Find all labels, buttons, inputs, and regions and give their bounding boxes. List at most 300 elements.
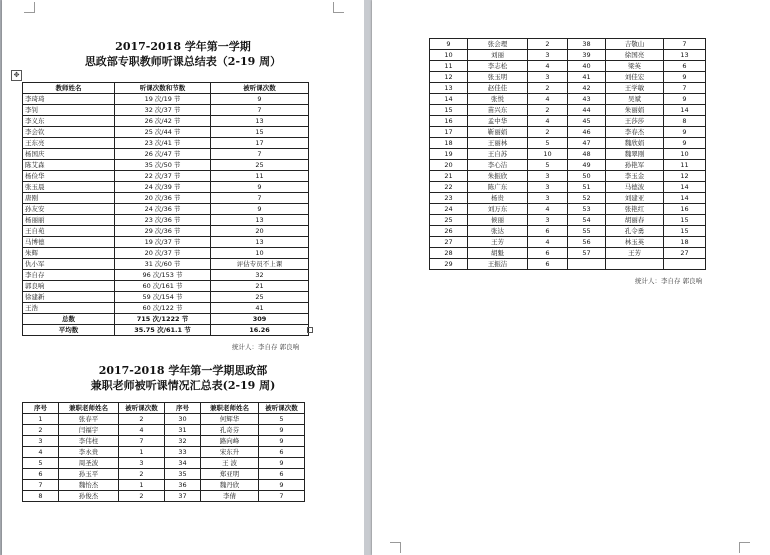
table-move-handle-icon[interactable]: ✥ xyxy=(11,70,22,81)
table-cell: 李志松 xyxy=(468,61,528,72)
table-cell: 张玉明 xyxy=(468,72,528,83)
table-cell: 15 xyxy=(664,226,706,237)
table-cell: 李伟柱 xyxy=(59,436,119,447)
table-cell: 33 xyxy=(165,447,201,458)
table-row xyxy=(23,226,309,237)
table-cell: 46 xyxy=(568,127,606,138)
table-cell: 5 xyxy=(259,414,305,425)
table-cell: 43 xyxy=(568,94,606,105)
col-header: 教师姓名 xyxy=(23,83,115,94)
table-cell: 56 xyxy=(568,237,606,248)
table-cell: 陈艾森 xyxy=(23,160,115,171)
table-cell: 5 xyxy=(23,458,59,469)
table-cell: 李春杰 xyxy=(606,127,664,138)
table-cell: 7 xyxy=(211,105,309,116)
total-row xyxy=(23,314,309,325)
table-cell: 马德波 xyxy=(606,182,664,193)
table-cell: 7 xyxy=(23,480,59,491)
table-row xyxy=(23,270,309,281)
total-lessons: 715 次/1222 节 xyxy=(115,314,211,325)
table-row xyxy=(23,458,305,469)
table-cell: 32 次/37 节 xyxy=(115,105,211,116)
table-cell: 17 xyxy=(430,127,468,138)
table-cell: 王莎莎 xyxy=(606,116,664,127)
table-cell: 26 xyxy=(430,226,468,237)
average-lessons: 35.75 次/61.1 节 xyxy=(115,325,211,336)
table-cell: 28 xyxy=(430,248,468,259)
table-cell: 14 xyxy=(664,105,706,116)
table-cell: 张艳红 xyxy=(606,204,664,215)
table-cell: 6 xyxy=(528,248,568,259)
table-cell: 31 次/60 节 xyxy=(115,259,211,270)
total-label: 总数 xyxy=(23,314,115,325)
table-cell: 16 xyxy=(430,116,468,127)
table-row xyxy=(430,83,706,94)
col-header: 序号 xyxy=(23,403,59,414)
table-cell: 马博德 xyxy=(23,237,115,248)
table-cell: 赵佳佳 xyxy=(468,83,528,94)
table-cell: 9 xyxy=(430,39,468,50)
table-cell: 郭良响 xyxy=(23,281,115,292)
table-cell: 2 xyxy=(528,127,568,138)
table-cell xyxy=(606,259,664,270)
table-cell: 14 xyxy=(664,193,706,204)
table-cell: 徐国亮 xyxy=(606,50,664,61)
table-cell: 2 xyxy=(23,425,59,436)
table-cell: 52 xyxy=(568,193,606,204)
table-cell: 13 xyxy=(211,116,309,127)
table-header-row xyxy=(23,403,305,414)
table-cell: 15 xyxy=(430,105,468,116)
table-row xyxy=(430,204,706,215)
table-cell: 2 xyxy=(119,491,165,502)
parttime-teacher-table xyxy=(22,402,305,502)
table-cell: 29 次/36 节 xyxy=(115,226,211,237)
table-cell: 4 xyxy=(528,61,568,72)
table-cell: 候丽 xyxy=(468,215,528,226)
table-cell: 22 次/37 节 xyxy=(115,171,211,182)
table-cell: 王学敏 xyxy=(606,83,664,94)
table-cell: 9 xyxy=(259,425,305,436)
table-cell: 宋东升 xyxy=(201,447,259,458)
table-cell: 45 xyxy=(568,116,606,127)
table-cell: 6 xyxy=(528,226,568,237)
table-cell: 49 xyxy=(568,160,606,171)
table-cell: 孔奇芬 xyxy=(201,425,259,436)
table-cell: 3 xyxy=(528,72,568,83)
table-cell: 吉敬山 xyxy=(606,39,664,50)
table-cell: 18 xyxy=(664,237,706,248)
table-cell: 9 xyxy=(211,94,309,105)
table-cell: 评估专员不上课 xyxy=(211,259,309,270)
table-cell: 9 xyxy=(664,138,706,149)
table-row xyxy=(23,149,309,160)
table-cell: 3 xyxy=(528,215,568,226)
table-cell: 5 xyxy=(528,160,568,171)
table-cell: 2 xyxy=(528,83,568,94)
table-cell: 陈广东 xyxy=(468,182,528,193)
table-cell: 孙艳军 xyxy=(606,160,664,171)
table-row xyxy=(23,116,309,127)
table-cell: 朱振欣 xyxy=(468,171,528,182)
table-cell: 张玉晨 xyxy=(23,182,115,193)
table-cell: 6 xyxy=(528,259,568,270)
table-cell: 42 xyxy=(568,83,606,94)
table-cell: 20 xyxy=(430,160,468,171)
table-cell: 13 xyxy=(664,50,706,61)
table-cell: 杨俭华 xyxy=(23,171,115,182)
table-resize-handle[interactable] xyxy=(307,327,313,333)
stats-note: 统计人：李自存 郭良响 xyxy=(635,277,703,285)
table-row xyxy=(23,491,305,502)
table-cell: 何辉华 xyxy=(201,414,259,425)
table-cell: 13 xyxy=(430,83,468,94)
table-cell: 8 xyxy=(664,116,706,127)
table-row xyxy=(23,160,309,171)
stats-note: 统计人：李自存 郭良响 xyxy=(232,343,300,351)
average-row xyxy=(23,325,309,336)
table-cell: 25 xyxy=(211,160,309,171)
table-cell: 9 xyxy=(259,458,305,469)
table-cell: 7 xyxy=(664,83,706,94)
table-row xyxy=(430,116,706,127)
table-row xyxy=(23,215,309,226)
table-cell: 杨贵 xyxy=(468,193,528,204)
table-row xyxy=(23,281,309,292)
table-row xyxy=(23,182,309,193)
table-cell: 3 xyxy=(528,182,568,193)
table-cell: 4 xyxy=(23,447,59,458)
table-cell: 林玉英 xyxy=(606,237,664,248)
table-row xyxy=(23,469,305,480)
table-cell: 24 xyxy=(430,204,468,215)
table-cell: 唐刚 xyxy=(23,193,115,204)
table-cell: 李永贵 xyxy=(59,447,119,458)
table-row xyxy=(23,248,309,259)
table-row xyxy=(23,480,305,491)
table-cell: 苗兴东 xyxy=(468,105,528,116)
table-cell: 朱辉 xyxy=(23,248,115,259)
parttime-teacher-table-continued xyxy=(429,38,706,270)
table-cell: 14 xyxy=(664,182,706,193)
table-row xyxy=(23,447,305,458)
col-header: 兼职老师姓名 xyxy=(201,403,259,414)
table-cell: 23 xyxy=(430,193,468,204)
table-row xyxy=(430,215,706,226)
table-cell: 96 次/153 节 xyxy=(115,270,211,281)
table-cell: 31 xyxy=(165,425,201,436)
table-cell: 魏翠刚 xyxy=(606,149,664,160)
table-cell: 12 xyxy=(664,171,706,182)
table-cell: 6 xyxy=(23,469,59,480)
table-cell: 37 xyxy=(165,491,201,502)
table-cell: 22 xyxy=(430,182,468,193)
table-cell: 17 xyxy=(211,138,309,149)
table-cell: 13 xyxy=(211,237,309,248)
table-cell: 路向峰 xyxy=(201,436,259,447)
table-cell: 25 xyxy=(211,292,309,303)
table-cell: 1 xyxy=(119,480,165,491)
table-cell: 59 次/154 节 xyxy=(115,292,211,303)
table-cell: 王东亮 xyxy=(23,138,115,149)
table-cell: 9 xyxy=(259,436,305,447)
table-cell: 36 xyxy=(165,480,201,491)
table-cell: 刘建亚 xyxy=(606,193,664,204)
table-row xyxy=(430,138,706,149)
table-cell: 胡丽春 xyxy=(606,215,664,226)
table-cell: 梁英 xyxy=(606,61,664,72)
table-cell: 孙友安 xyxy=(23,204,115,215)
table-cell: 19 次/37 节 xyxy=(115,237,211,248)
table-cell: 王浩 xyxy=(23,303,115,314)
table-row xyxy=(430,193,706,204)
table-cell: 7 xyxy=(211,149,309,160)
table-cell: 张达 xyxy=(468,226,528,237)
table-cell: 54 xyxy=(568,215,606,226)
table-cell: 7 xyxy=(259,491,305,502)
table-cell: 48 xyxy=(568,149,606,160)
table-cell: 6 xyxy=(664,61,706,72)
table-row xyxy=(430,171,706,182)
table-row xyxy=(23,138,309,149)
average-label: 平均数 xyxy=(23,325,115,336)
table-row xyxy=(23,436,305,447)
table-cell: 55 xyxy=(568,226,606,237)
table-cell: 孙玉平 xyxy=(59,469,119,480)
table-cell: 34 xyxy=(165,458,201,469)
page-gap xyxy=(364,0,372,555)
table-cell: 23 次/36 节 xyxy=(115,215,211,226)
table-row xyxy=(430,248,706,259)
table-cell: 53 xyxy=(568,204,606,215)
table-cell: 60 次/161 节 xyxy=(115,281,211,292)
col-header: 兼职老师姓名 xyxy=(59,403,119,414)
col-header: 被听课次数 xyxy=(119,403,165,414)
table-cell: 胡魁 xyxy=(468,248,528,259)
table-cell: 9 xyxy=(259,480,305,491)
col-header: 序号 xyxy=(165,403,201,414)
table-row xyxy=(23,94,309,105)
table-cell: 10 xyxy=(528,149,568,160)
table-cell: 30 xyxy=(165,414,201,425)
table-cell: 王芳 xyxy=(468,237,528,248)
table-cell: 10 xyxy=(664,149,706,160)
table-cell: 29 xyxy=(430,259,468,270)
table-cell: 李玉金 xyxy=(606,171,664,182)
table-cell: 9 xyxy=(664,94,706,105)
table-row xyxy=(23,105,309,116)
table-cell: 徐建新 xyxy=(23,292,115,303)
table-row xyxy=(430,237,706,248)
table-cell: 4 xyxy=(528,237,568,248)
table-cell: 张春平 xyxy=(59,414,119,425)
table-cell: 刘丽 xyxy=(468,50,528,61)
table-row xyxy=(430,94,706,105)
table-cell: 9 xyxy=(211,204,309,215)
crop-mark xyxy=(390,542,401,553)
table-row xyxy=(23,237,309,248)
table-cell: 刘万东 xyxy=(468,204,528,215)
table-row xyxy=(430,226,706,237)
table-cell: 19 xyxy=(430,149,468,160)
table-cell: 刘佳宏 xyxy=(606,72,664,83)
table-cell: 王振洁 xyxy=(468,259,528,270)
table-cell: 杨国庆 xyxy=(23,149,115,160)
table-cell: 朱丽娟 xyxy=(606,105,664,116)
crop-mark xyxy=(739,542,750,553)
table-cell: 1 xyxy=(119,447,165,458)
table-cell: 李钊 xyxy=(23,105,115,116)
table-cell: 20 xyxy=(211,226,309,237)
table-cell: 14 xyxy=(430,94,468,105)
table-cell: 10 xyxy=(430,50,468,61)
teacher-observation-table xyxy=(22,82,309,336)
table-cell: 张会理 xyxy=(468,39,528,50)
table-cell: 4 xyxy=(528,204,568,215)
table-cell: 王 波 xyxy=(201,458,259,469)
table-cell: 2 xyxy=(528,105,568,116)
table-cell: 靳丽娟 xyxy=(468,127,528,138)
table-cell: 51 xyxy=(568,182,606,193)
table-cell: 19 次/19 节 xyxy=(115,94,211,105)
table-cell: 12 xyxy=(430,72,468,83)
table-cell: 魏欣娟 xyxy=(606,138,664,149)
table-cell: 41 xyxy=(568,72,606,83)
table-cell: 57 xyxy=(568,248,606,259)
table1-title-line2: 思政部专职教师听课总结表（2-19 周） xyxy=(84,55,282,68)
table-cell xyxy=(568,259,606,270)
table-cell: 杨丽丽 xyxy=(23,215,115,226)
table-cell: 3 xyxy=(23,436,59,447)
table-cell: 仇小军 xyxy=(23,259,115,270)
table-cell: 27 xyxy=(430,237,468,248)
table-cell: 27 xyxy=(664,248,706,259)
table-cell: 3 xyxy=(119,458,165,469)
crop-mark xyxy=(333,2,344,13)
table-cell: 5 xyxy=(528,138,568,149)
table-cell: 王自苏 xyxy=(468,149,528,160)
table-cell: 孟中华 xyxy=(468,116,528,127)
table-cell: 40 xyxy=(568,61,606,72)
table-cell: 10 xyxy=(211,248,309,259)
table-row xyxy=(23,259,309,270)
table-cell: 11 xyxy=(664,160,706,171)
table-cell: 44 xyxy=(568,105,606,116)
table-cell: 24 次/39 节 xyxy=(115,182,211,193)
table-cell: 6 xyxy=(259,469,305,480)
table-cell: 2 xyxy=(119,414,165,425)
table-cell: 李琦琦 xyxy=(23,94,115,105)
table-cell: 25 xyxy=(430,215,468,226)
table-cell: 周圣波 xyxy=(59,458,119,469)
table-cell: 王自苑 xyxy=(23,226,115,237)
document-page-2 xyxy=(372,0,770,555)
table-cell: 孙俊杰 xyxy=(59,491,119,502)
table-cell: 11 xyxy=(430,61,468,72)
table-cell: 25 次/44 节 xyxy=(115,127,211,138)
table-row xyxy=(430,72,706,83)
table-cell: 6 xyxy=(259,447,305,458)
table-row xyxy=(23,425,305,436)
table-cell: 4 xyxy=(119,425,165,436)
table-cell: 李会钦 xyxy=(23,127,115,138)
table-row xyxy=(430,105,706,116)
average-observed: 16.26 xyxy=(211,325,309,336)
table-cell: 李倩 xyxy=(201,491,259,502)
table-row xyxy=(23,193,309,204)
table-row xyxy=(430,259,706,270)
table-cell xyxy=(664,259,706,270)
table-cell: 王芳 xyxy=(606,248,664,259)
table-row xyxy=(430,160,706,171)
table-cell: 23 次/41 节 xyxy=(115,138,211,149)
table-cell: 2 xyxy=(528,39,568,50)
table-cell: 张悦 xyxy=(468,94,528,105)
table-cell: 2 xyxy=(119,469,165,480)
table-cell: 4 xyxy=(528,94,568,105)
table-cell: 21 xyxy=(211,281,309,292)
total-observed: 309 xyxy=(211,314,309,325)
table-cell: 16 xyxy=(664,204,706,215)
col-header: 听课次数和节数 xyxy=(115,83,211,94)
col-header: 被听课次数 xyxy=(211,83,309,94)
table-cell: 李义东 xyxy=(23,116,115,127)
table-cell: 24 次/36 节 xyxy=(115,204,211,215)
table-cell: 20 次/36 节 xyxy=(115,193,211,204)
table-cell: 魏怡杰 xyxy=(59,480,119,491)
table-cell: 26 次/47 节 xyxy=(115,149,211,160)
table1-title-line1: 2017-2018 学年第一学期 xyxy=(115,40,251,53)
table-row xyxy=(23,414,305,425)
table-cell: 吴斌 xyxy=(606,94,664,105)
table-row xyxy=(430,182,706,193)
table-row xyxy=(430,127,706,138)
table2-title-line1: 2017-2018 学年第一学期思政部 xyxy=(98,364,268,377)
table-cell: 3 xyxy=(528,50,568,61)
table-cell: 26 次/42 节 xyxy=(115,116,211,127)
table-cell: 41 xyxy=(211,303,309,314)
table-cell: 11 xyxy=(211,171,309,182)
table-cell: 18 xyxy=(430,138,468,149)
table-cell: 3 xyxy=(528,171,568,182)
table-cell: 38 xyxy=(568,39,606,50)
crop-mark xyxy=(24,2,35,13)
table-header-row xyxy=(23,83,309,94)
table-cell: 7 xyxy=(211,193,309,204)
table-cell: 3 xyxy=(528,193,568,204)
table-cell: 郑亚明 xyxy=(201,469,259,480)
table-row xyxy=(430,50,706,61)
table-cell: 47 xyxy=(568,138,606,149)
table-cell: 35 次/50 节 xyxy=(115,160,211,171)
table-cell: 9 xyxy=(211,182,309,193)
table-row xyxy=(430,149,706,160)
table-cell: 李自存 xyxy=(23,270,115,281)
table-cell: 9 xyxy=(664,127,706,138)
table-cell: 7 xyxy=(119,436,165,447)
table-row xyxy=(23,303,309,314)
table-cell: 1 xyxy=(23,414,59,425)
table-cell: 39 xyxy=(568,50,606,61)
document-page-1 xyxy=(2,0,364,555)
table-row xyxy=(23,204,309,215)
table-cell: 闫福宇 xyxy=(59,425,119,436)
table-row xyxy=(23,127,309,138)
table-cell: 50 xyxy=(568,171,606,182)
table-cell: 魏丹欣 xyxy=(201,480,259,491)
table-cell: 32 xyxy=(211,270,309,281)
table-cell: 王丽林 xyxy=(468,138,528,149)
